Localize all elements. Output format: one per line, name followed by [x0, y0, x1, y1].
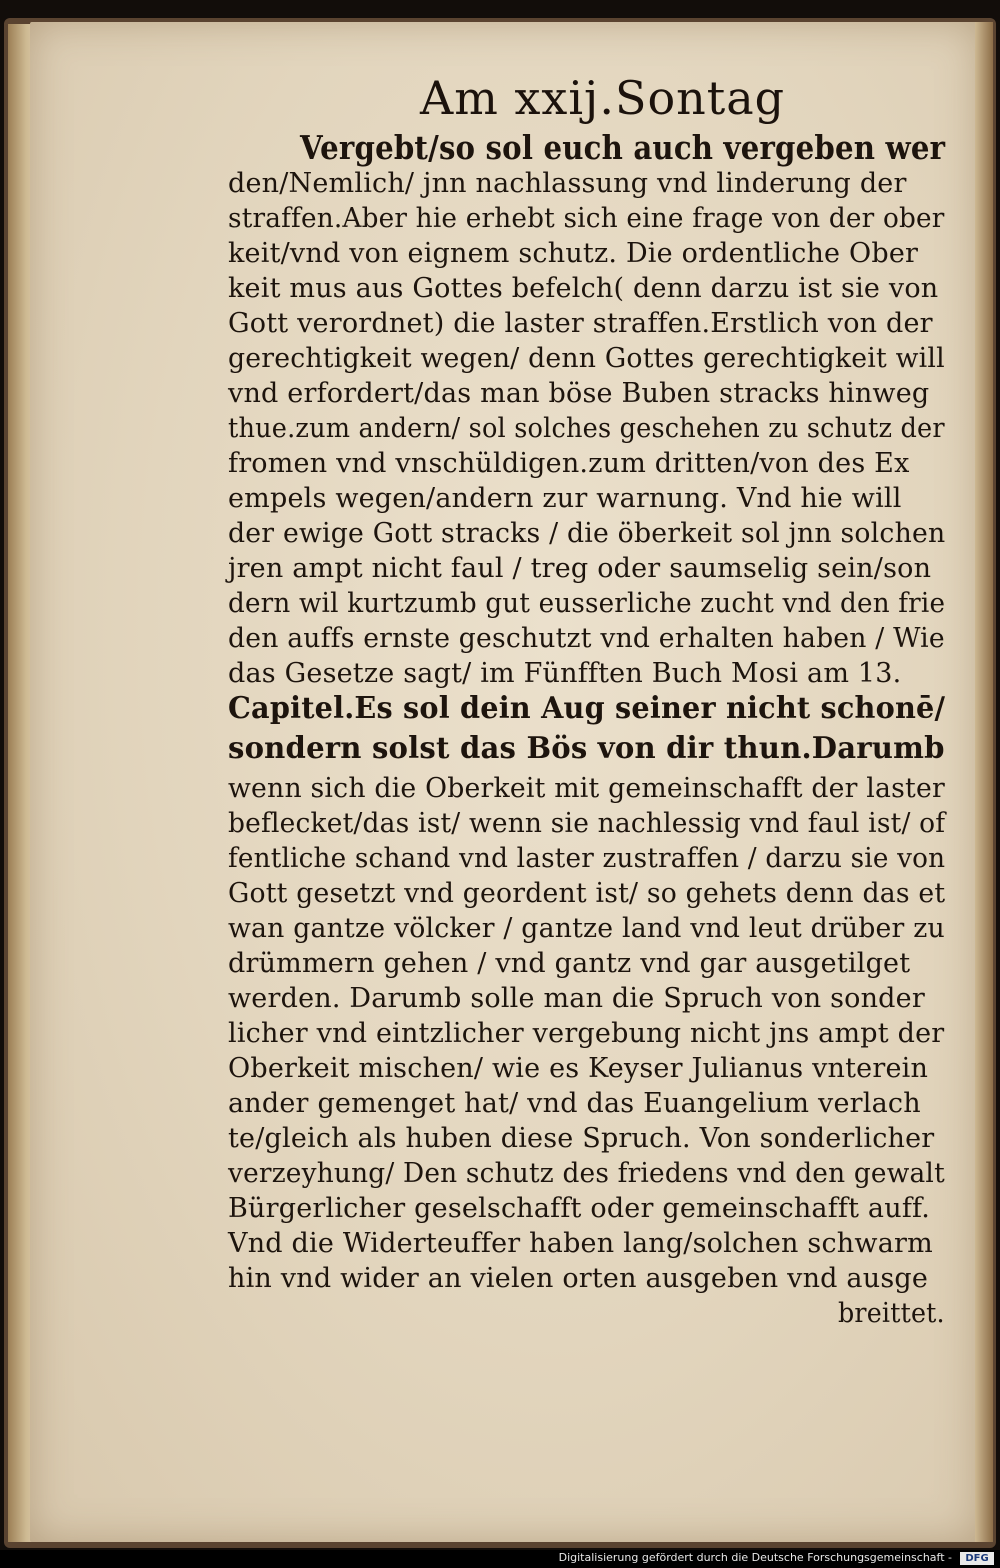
text-line: jren ampt nicht faul / treg oder saumselig sein/son	[228, 553, 932, 584]
text-line: Oberkeit mischen/ wie es Keyser Julianus vnterein	[228, 1053, 929, 1084]
running-head: Am xxij.Sontag	[420, 71, 786, 125]
text-line: licher vnd eintzlicher vergebung nicht jns ampt der	[228, 1018, 945, 1049]
text-line: drümmern gehen / vnd gantz vnd gar ausgetilget	[228, 948, 911, 979]
text-line: der ewige Gott stracks / die öberkeit sol jnn solchen	[228, 518, 946, 549]
footer-credit: Digitalisierung gefördert durch die Deutsche Forschungsgemeinschaft -	[558, 1551, 952, 1564]
text-line: keit mus aus Gottes befelch( denn darzu ist sie von	[228, 273, 939, 304]
text-line: verzeyhung/ Den schutz des friedens vnd den gewalt	[228, 1158, 945, 1189]
text-line: gerechtigkeit wegen/ denn Gottes gerechtigkeit will	[228, 343, 945, 374]
text-line: den/Nemlich/ jnn nachlassung vnd linderung der	[228, 168, 907, 199]
text-line: wan gantze völcker / gantze land vnd leut drüber zu	[228, 913, 945, 944]
text-line: Bürgerlicher geselschafft oder gemeinschafft auff.	[228, 1193, 931, 1224]
text-line: Gott verordnet) die laster straffen.Erstlich von der	[228, 308, 933, 339]
text-line: vnd erfordert/das man böse Buben stracks hinweg	[228, 378, 930, 409]
text-line: sondern solst das Bös von dir thun.Darumb	[228, 731, 945, 766]
text-line: Capitel.Es sol dein Aug seiner nicht schonē/	[228, 691, 946, 726]
text-line: werden. Darumb solle man die Spruch von sonder	[228, 983, 925, 1014]
text-line: Vnd die Widerteuffer haben lang/solchen schwarm	[228, 1228, 933, 1259]
text-line: Vergebt/so sol euch auch vergeben wer	[300, 128, 946, 167]
dfg-logo: DFG	[960, 1552, 994, 1565]
text-line: das Gesetze sagt/ im Fünfften Buch Mosi am 13.	[228, 658, 902, 689]
text-line: den auffs ernste geschutzt vnd erhalten haben / Wie	[228, 623, 945, 654]
text-line: fromen vnd vnschüldigen.zum dritten/von des Ex	[228, 448, 910, 479]
text-line: te/gleich als huben diese Spruch. Von sonderlicher	[228, 1123, 935, 1154]
text-line: keit/vnd von eignem schutz. Die ordentliche Ober	[228, 238, 919, 269]
text-line: dern wil kurtzumb gut eusserliche zucht vnd den frie	[228, 588, 946, 619]
text-line: wenn sich die Oberkeit mit gemeinschafft der laster	[228, 773, 945, 804]
text-line: beflecket/das ist/ wenn sie nachlessig vnd faul ist/ of	[228, 808, 946, 839]
text-line: thue.zum andern/ sol solches geschehen zu schutz der	[228, 413, 945, 444]
text-line: fentliche schand vnd laster zustraffen / darzu sie von	[228, 843, 946, 874]
text-line: ander gemenget hat/ vnd das Euangelium verlach	[228, 1088, 921, 1119]
text-line-catchword: breittet.	[838, 1298, 945, 1329]
text-line: straffen.Aber hie erhebt sich eine frage von der ober	[228, 203, 945, 234]
text-line: hin vnd wider an vielen orten ausgeben vnd ausge	[228, 1263, 929, 1294]
page-fore-edge	[975, 22, 993, 1542]
text-line: empels wegen/andern zur warnung. Vnd hie will	[228, 483, 902, 514]
text-line: Gott gesetzt vnd geordent ist/ so gehets denn das et	[228, 878, 946, 909]
